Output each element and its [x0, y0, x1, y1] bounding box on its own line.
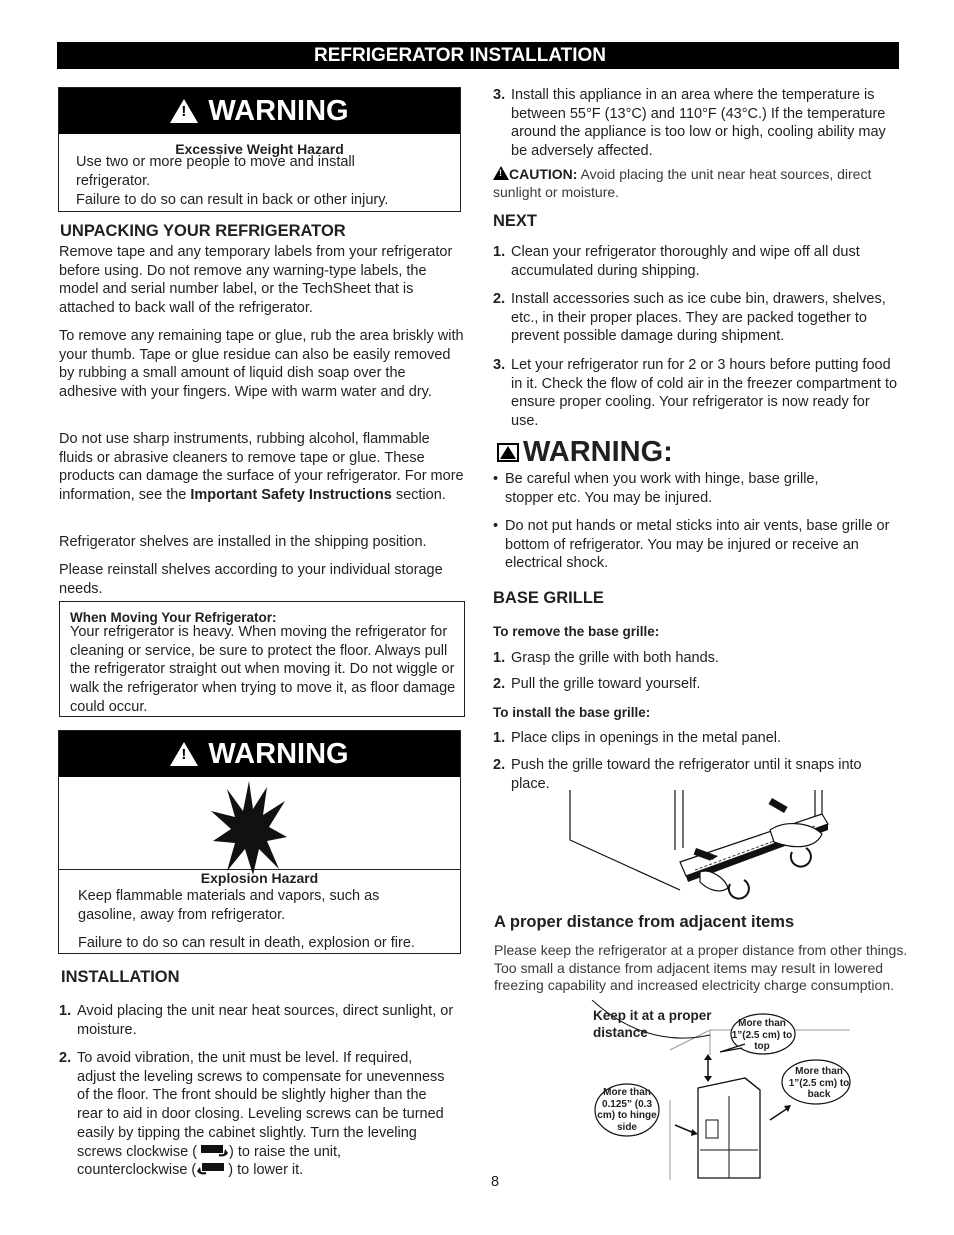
unpacking-paragraph-3: Do not use sharp instruments, rubbing alcohol, flammable fluids or abrasive cleaners to remove tape or glue. These products can damage the surface of your refrigerator. For more information, see the Important Safety Instructions section. — [59, 431, 464, 504]
warning-box-icon — [497, 443, 519, 462]
keep-distance-label: Keep it at a proper distance — [593, 1008, 712, 1040]
warning-heading: WARNING: — [497, 436, 673, 468]
hazard-consequence: Failure to do so can result in death, explosion or fire. — [78, 935, 415, 951]
unpacking-paragraph-1: Remove tape and any temporary labels from your refrigerator before using. Do not remove any warning-type labels, the model and serial number label, or the TechSheet that is attached to back wall of the refrigerator. — [59, 244, 453, 317]
unpacking-paragraph-4: Refrigerator shelves are installed in the shipping position. — [59, 534, 427, 550]
section-header: REFRIGERATOR INSTALLATION — [57, 42, 899, 69]
warning-title: WARNING — [208, 737, 349, 770]
warning-bullet-2: • Do not put hands or metal sticks into air vents, base grille or bottom of refrigerator. You may be injured or receive an electrical shock. — [493, 518, 890, 572]
installation-item-2: 2. To avoid vibration, the unit must be level. If required, adjust the leveling screws to compensate for unevenness of the floor. The front should be slightly higher than the rear to aid in door closing. Leveling screws can be turned easily by tipping the cabinet slightly. Turn the leveling screws clockwise ( ) to raise the unit, counterclockwise ( ) to lower it. — [59, 1050, 445, 1179]
warning-header — [59, 731, 460, 777]
installation-item-1: 1. Avoid placing the unit near heat sources, direct sunlight, or moisture. — [59, 1003, 454, 1038]
hazard-text: Keep flammable materials and vapors, such as gasoline, away from refrigerator. — [78, 888, 380, 923]
warning-triangle-icon: ! — [170, 742, 198, 766]
moving-notice-title: When Moving Your Refrigerator: — [70, 610, 277, 625]
installation-item-3: 3. Install this appliance in an area where the temperature is between 55°F (13°C) and 110°F (43°C.) If the temperature around the appliance is too low or high, cooling ability may be adversely affected. — [493, 87, 886, 160]
install-grille-title: To install the base grille: — [493, 705, 651, 720]
hazard-text: Use two or more people to move and install refrigerator. — [76, 154, 355, 189]
base-grille-heading: BASE GRILLE — [493, 589, 604, 607]
next-item-3: 3. Let your refrigerator run for 2 or 3 hours before putting food in it. Check the flow of cold air in the freezer compartment to ensure proper cooling. Your refrigerator is now ready for use. — [493, 357, 898, 430]
next-item-1: 1. Clean your refrigerator thoroughly and wipe off all dust accumulated during shipping. — [493, 244, 860, 279]
page-number: 8 — [491, 1174, 500, 1190]
back-clearance-label: More than 1”(2.5 cm) to back — [788, 1066, 850, 1100]
remove-grille-title: To remove the base grille: — [493, 624, 660, 639]
installation-heading: INSTALLATION — [61, 968, 180, 986]
warning-bullet-1: • Be careful when you work with hinge, base grille, stopper etc. You may be injured. — [493, 471, 819, 506]
caution-note: ! CAUTION: Avoid placing the unit near heat sources, direct sunlight or moisture. — [493, 166, 872, 200]
remove-step-2: 2. Pull the grille toward yourself. — [493, 676, 701, 692]
next-item-2: 2. Install accessories such as ice cube bin, drawers, shelves, etc., in their proper places. They are packed together to prevent possible damage during shipment. — [493, 291, 886, 345]
remove-step-1: 1. Grasp the grille with both hands. — [493, 650, 719, 666]
hazard-title: Explosion Hazard — [200, 870, 319, 886]
distance-heading: A proper distance from adjacent items — [494, 913, 795, 931]
distance-text: Please keep the refrigerator at a proper distance from other things. Too small a distance from adjacent items may result in lowered freezing capability and increased electricity charge consumption. — [494, 942, 908, 993]
next-heading: NEXT — [493, 212, 538, 230]
base-grille-illustration — [560, 790, 850, 900]
top-clearance-label: More than 1”(2.5 cm) to top — [731, 1018, 793, 1052]
hazard-consequence: Failure to do so can result in back or other injury. — [76, 192, 389, 208]
safety-instructions-ref: Important Safety Instructions — [190, 487, 392, 504]
unpacking-paragraph-5: Please reinstall shelves according to your individual storage needs. — [59, 562, 443, 597]
explosion-icon — [209, 779, 289, 879]
moving-notice-box — [59, 601, 465, 717]
weight-warning-box — [58, 87, 461, 212]
warning-title: WARNING — [208, 94, 349, 127]
install-step-2: 2. Push the grille toward the refrigerator until it snaps into place. — [493, 757, 862, 792]
moving-notice-text: Your refrigerator is heavy. When moving the refrigerator for cleaning or service, be sure to protect the floor. Always pull the refrigerator straight out when moving it. Do not wiggle or walk the refrigerator when trying to move it, as floor damage could occur. — [70, 624, 456, 715]
explosion-warning-box — [58, 730, 461, 954]
unpacking-paragraph-2: To remove any remaining tape or glue, rub the area briskly with your thumb. Tape or glue residue can also be easily removed by rubbing a small amount of liquid dish soap over the adhesive with your fingers. Wipe with warm water and dry. — [59, 328, 464, 401]
caution-triangle-icon: ! — [493, 166, 509, 180]
side-clearance-label: More than 0.125” (0.3 cm) to hinge side — [597, 1087, 657, 1133]
unpacking-heading: UNPACKING YOUR REFRIGERATOR — [60, 222, 346, 240]
counterclockwise-icon — [196, 1161, 228, 1177]
warning-triangle-icon: ! — [170, 99, 198, 123]
install-step-1: 1. Place clips in openings in the metal panel. — [493, 730, 782, 746]
clockwise-icon — [197, 1143, 229, 1159]
hazard-title: Excessive Weight Hazard — [175, 141, 344, 157]
warning-header — [59, 88, 460, 134]
